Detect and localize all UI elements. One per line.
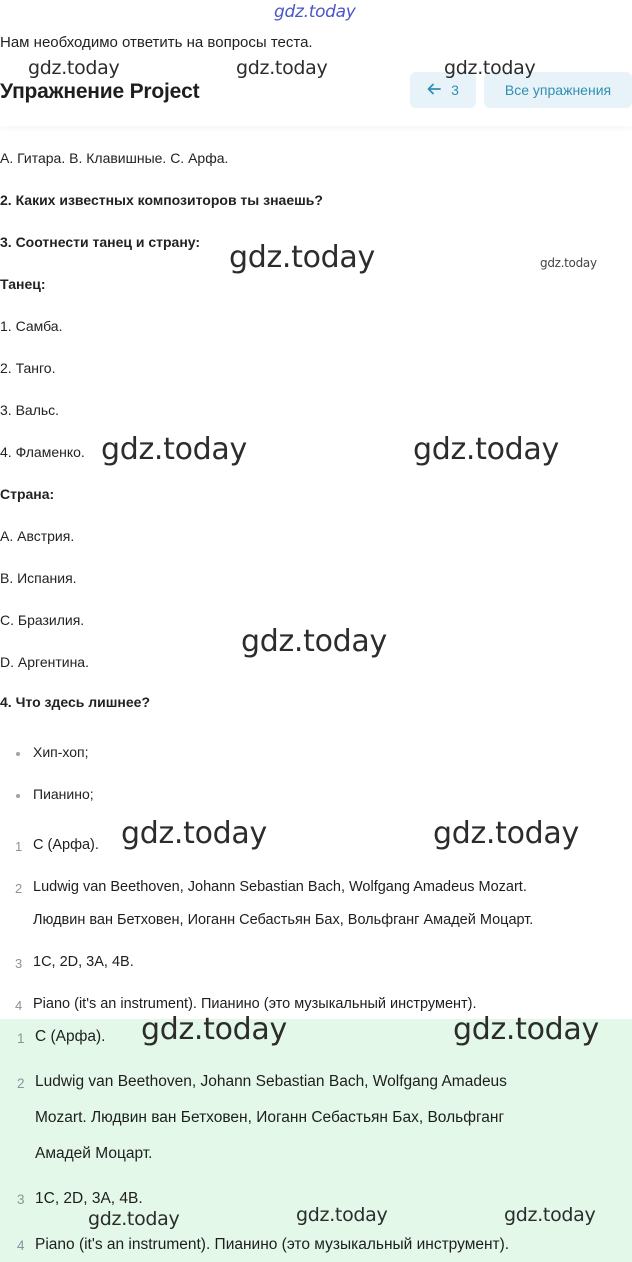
list-item: D. Аргентина. <box>0 654 89 670</box>
all-exercises-button[interactable]: Все упражнения <box>484 72 632 108</box>
list-item: 1. Самба. <box>0 318 63 334</box>
answer-text: Piano (it's an instrument). Пианино (это музыкальный инструмент). <box>35 1236 510 1253</box>
answer-text: Амадей Моцарт. <box>35 1145 153 1162</box>
watermark: gdz.today <box>141 1012 287 1047</box>
list-item: B. Испания. <box>0 570 77 586</box>
watermark: gdz.today <box>444 57 536 79</box>
watermark: gdz.today <box>101 432 247 467</box>
list-item: A. Австрия. <box>0 528 75 544</box>
section-label: Танец: <box>0 276 46 292</box>
list-item: 4. Фламенко. <box>0 444 85 460</box>
watermark: gdz.today <box>121 816 267 851</box>
watermark: gdz.today <box>274 2 356 22</box>
page-title: Упражнение Project <box>0 80 200 103</box>
question-heading: 2. Каких известных композиторов ты знаешь? <box>0 192 323 208</box>
watermark: gdz.today <box>453 1012 599 1047</box>
bullet-dot <box>16 794 20 798</box>
watermark: gdz.today <box>236 57 328 79</box>
back-button-label: 3 <box>451 82 459 98</box>
intro-text: Нам необходимо ответить на вопросы теста. <box>0 34 313 51</box>
watermark: gdz.today <box>296 1204 388 1226</box>
question-heading: 4. Что здесь лишнее? <box>0 694 150 710</box>
arrow-left-icon <box>427 82 441 98</box>
answer-text: 1C, 2D, 3A, 4B. <box>33 954 134 970</box>
answer-text: Piano (it's an instrument). Пианино (это музыкальный инструмент). <box>33 996 477 1012</box>
answer-text: C (Арфа). <box>33 837 99 853</box>
bullet-dot <box>16 752 20 756</box>
question-heading: 3. Соотнести танец и страну: <box>0 234 201 250</box>
answer-text: Ludwig van Beethoven, Johann Sebastian Bach, Wolfgang Amadeus <box>35 1073 507 1090</box>
answer-text: C (Арфа). <box>35 1028 106 1045</box>
watermark: gdz.today <box>540 256 597 270</box>
answer-number: 4 <box>15 998 23 1013</box>
list-item: 3. Вальс. <box>0 402 60 418</box>
answer-number: 1 <box>17 1031 25 1046</box>
answer-number: 2 <box>17 1076 25 1091</box>
watermark: gdz.today <box>229 240 375 275</box>
watermark: gdz.today <box>88 1208 180 1230</box>
answer-number: 1 <box>15 839 23 854</box>
answer-number: 2 <box>15 881 23 896</box>
answer-text: Людвин ван Бетховен, Иоганн Себастьян Бах, Вольфганг Амадей Моцарт. <box>33 912 534 928</box>
answer-text: Mozart. Людвин ван Бетховен, Иоганн Себастьян Бах, Вольфганг <box>35 1109 505 1126</box>
answer-text: Ludwig van Beethoven, Johann Sebastian Bach, Wolfgang Amadeus Mozart. <box>33 879 527 895</box>
bullet-item: Пианино; <box>33 786 94 802</box>
watermark: gdz.today <box>28 57 120 79</box>
section-label: Страна: <box>0 486 55 502</box>
option-line: A. Гитара. B. Клавишные. C. Арфа. <box>0 150 229 166</box>
watermark: gdz.today <box>413 432 559 467</box>
list-item: C. Бразилия. <box>0 612 85 628</box>
answer-text: 1C, 2D, 3A, 4B. <box>35 1190 143 1207</box>
watermark: gdz.today <box>241 624 387 659</box>
answer-number: 3 <box>15 956 23 971</box>
bullet-item: Хип-хоп; <box>33 744 89 760</box>
watermark: gdz.today <box>433 816 579 851</box>
watermark: gdz.today <box>504 1204 596 1226</box>
answer-number: 3 <box>17 1192 25 1207</box>
answer-number: 4 <box>17 1238 25 1253</box>
list-item: 2. Танго. <box>0 360 56 376</box>
